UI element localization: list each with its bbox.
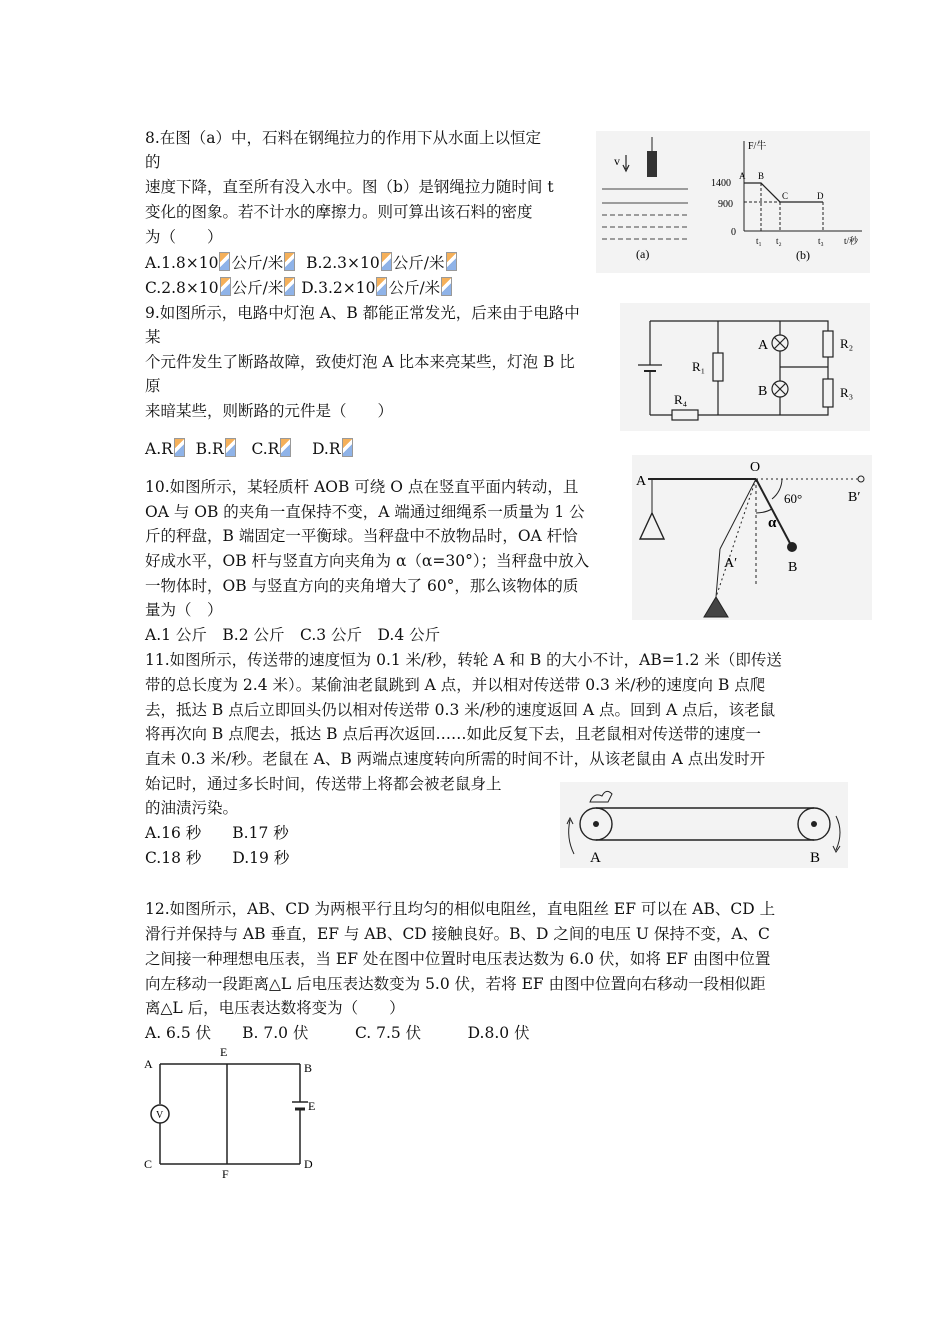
q8-fig-y900: 900	[718, 199, 733, 210]
broken-image-icon	[342, 438, 353, 457]
q12-line3: 之间接一种理想电压表，当 EF 处在图中位置时电压表达数为 6.0 伏，如将 EF 由图中位置	[145, 950, 771, 968]
q9-line3: 来暗某些，则断路的元件是（ ）	[145, 402, 394, 420]
q8-option-a: A.1.8×10	[145, 254, 219, 272]
q10-fig-60deg: 60°	[784, 491, 803, 506]
q10-line6: 量为（ ）	[145, 601, 223, 619]
q10-line4: 好成水平，OB 杆与竖直方向夹角为 α（α=30°）；当秤盘中放入	[145, 552, 590, 570]
broken-image-icon	[284, 277, 295, 296]
q12-fig-d: D	[304, 1157, 313, 1171]
q9-line1b: 某	[145, 328, 161, 346]
broken-image-icon	[381, 252, 392, 271]
q10-fig-o: O	[750, 460, 761, 475]
q10-line1: 10.如图所示，某轻质杆 AOB 可绕 O 点在竖直平面内转动，且	[145, 478, 579, 496]
q11-line1: 11.如图所示，传送带的速度恒为 0.1 米/秒，转轮 A 和 B 的大小不计，AB=1.2 米（即传送	[145, 651, 782, 669]
q11-options-cd: C.18 秒 D.19 秒	[145, 849, 290, 867]
q9-options	[145, 438, 354, 460]
q10-fig-b: B	[788, 560, 798, 575]
q8-unit-a: 公斤/米	[231, 254, 284, 272]
q11-fig-a: A	[590, 850, 601, 866]
q11-line5: 直未 0.3 米/秒。老鼠在 A、B 两端点速度转向所需的时间不计，从该老鼠由 A 点出发时开	[145, 750, 766, 768]
q10-line2: OA 与 OB 的夹角一直保持不变，A 端通过细绳系一质量为 1 公	[145, 503, 585, 521]
q9-option-d: D.R	[312, 440, 341, 458]
q8-fig-point-d: D	[817, 191, 824, 201]
q11-line4: 将再次向 B 点爬去，抵达 B 点后再次返回……如此反复下去，且老鼠相对传送带的速度一	[145, 725, 761, 743]
broken-image-icon	[441, 277, 452, 296]
q8-fig-xlabel: t/秒	[844, 236, 859, 246]
q8-options-row1	[145, 252, 458, 274]
q8-fig-t1: t₁	[756, 236, 762, 246]
q8-fig-v-label: v	[614, 154, 620, 168]
q8-options-row2	[145, 277, 453, 299]
q12-fig-c: C	[144, 1157, 153, 1171]
q10-fig-alpha: α	[768, 515, 777, 531]
broken-image-icon	[280, 438, 291, 457]
q9-option-a: A.R	[145, 440, 173, 458]
q9-fig-lamp-b: B	[758, 384, 768, 399]
broken-image-icon	[174, 438, 185, 457]
q8-fig-y1400: 1400	[711, 178, 731, 189]
broken-image-icon	[219, 252, 230, 271]
q9-line2b: 原	[145, 377, 161, 395]
q9-line1: 9.如图所示，电路中灯泡 A、B 都能正常发光，后来由于电路中	[145, 304, 580, 322]
q11-fig-b: B	[810, 850, 821, 866]
q10-line5: 一物体时，OB 与竖直方向的夹角增大了 60°，那么该物体的质	[145, 577, 579, 595]
q11-line6: 始记时，通过多长时间，传送带上将都会被老鼠身上	[145, 775, 502, 793]
q12-line4: 向左移动一段距离△L 后电压表达数变为 5.0 伏，若将 EF 由图中位置向右移动一段相似距	[145, 975, 766, 993]
q9-line2: 个元件发生了断路故障，致使灯泡 A 比本来亮某些，灯泡 B 比	[145, 353, 575, 371]
q9-fig-r1: R₁	[692, 359, 706, 374]
q12-fig-b: B	[304, 1061, 313, 1075]
q12-fig-e2: E	[308, 1099, 316, 1113]
q12-line2: 滑行并保持与 AB 垂直，EF 与 AB、CD 接触良好。B、D 之间的电压 U 保持不变，A、C	[145, 925, 770, 943]
q12-circuit-figure	[140, 1042, 330, 1182]
q11-line3: 去，抵达 B 点后立即回头仍以相对传送带 0.3 米/秒的速度返回 A 点。回到 A 点后，该老鼠	[145, 701, 776, 719]
q10-options: A.1 公斤 B.2 公斤 C.3 公斤 D.4 公斤	[145, 626, 441, 644]
broken-image-icon	[220, 277, 231, 296]
q10-fig-a1: A′	[724, 556, 738, 571]
q11-line2: 带的总长度为 2.4 米）。某偷油老鼠跳到 A 点，并以相对传送带 0.3 米/秒的速度向 B 点爬	[145, 676, 766, 694]
q12-line1: 12.如图所示，AB、CD 为两根平行且均匀的相似电阻丝，直电阻丝 EF 可以在 AB、CD 上	[145, 900, 776, 918]
broken-image-icon	[225, 438, 236, 457]
q8-option-d: D.3.2×10	[301, 279, 376, 297]
q12-fig-a: A	[144, 1057, 153, 1071]
broken-image-icon	[284, 252, 295, 271]
q12-fig-f: F	[222, 1167, 229, 1181]
q8-unit-d: 公斤/米	[388, 279, 441, 297]
q9-option-b: B.R	[195, 440, 224, 458]
q10-line3: 斤的秤盘，B 端固定一平衡球。当秤盘中不放物品时，OA 杆恰	[145, 527, 578, 545]
q8-fig-t2: t₂	[776, 236, 782, 246]
q11-options-ab: A.16 秒 B.17 秒	[145, 824, 289, 842]
q9-fig-r2: R₂	[840, 336, 854, 351]
q8-option-b: B.2.3×10	[306, 254, 380, 272]
q9-fig-r4: R₄	[674, 392, 688, 407]
q9-circuit-figure	[620, 303, 870, 431]
q8-line3: 变化的图象。若不计水的摩擦力。则可算出该石料的密度	[145, 203, 533, 221]
q8-figure	[596, 131, 870, 273]
q8-fig-point-a: A	[739, 171, 746, 181]
q10-fig-b1: B′	[848, 490, 861, 505]
q8-unit-b: 公斤/米	[392, 254, 445, 272]
q9-option-c: C.R	[251, 440, 280, 458]
broken-image-icon	[446, 252, 457, 271]
q8-line4: 为（ ）	[145, 228, 223, 246]
q10-lever-figure	[632, 455, 872, 620]
q8-fig-ylabel: F/牛	[748, 141, 767, 152]
q8-unit-c: 公斤/米	[231, 279, 284, 297]
q8-line1: 8.在图（a）中，石料在钢绳拉力的作用下从水面上以恒定	[145, 129, 542, 147]
q8-fig-point-b: B	[758, 171, 765, 181]
q12-options: A. 6.5 伏 B. 7.0 伏 C. 7.5 伏 D.8.0 伏	[145, 1024, 530, 1042]
q9-fig-lamp-a: A	[758, 338, 769, 353]
q8-fig-caption-b: (b)	[796, 248, 810, 262]
q8-line1b: 的	[145, 153, 161, 171]
q11-conveyor-figure	[560, 782, 848, 868]
q8-line2: 速度下降，直至所有没入水中。图（b）是钢绳拉力随时间 t	[145, 178, 554, 196]
q12-line5: 离△L 后，电压表达数将变为（ ）	[145, 999, 405, 1017]
q8-fig-point-c: C	[782, 191, 789, 201]
broken-image-icon	[376, 277, 387, 296]
q10-fig-a: A	[636, 474, 647, 489]
q8-fig-caption-a: (a)	[636, 247, 650, 261]
q12-fig-v: V	[156, 1110, 164, 1121]
q12-fig-e: E	[220, 1045, 228, 1059]
q11-line7: 的油渍污染。	[145, 799, 239, 817]
q8-fig-y0: 0	[731, 227, 736, 238]
q8-fig-t3: t₃	[818, 236, 824, 246]
q8-option-c: C.2.8×10	[145, 279, 219, 297]
q9-fig-r3: R₃	[840, 385, 854, 400]
